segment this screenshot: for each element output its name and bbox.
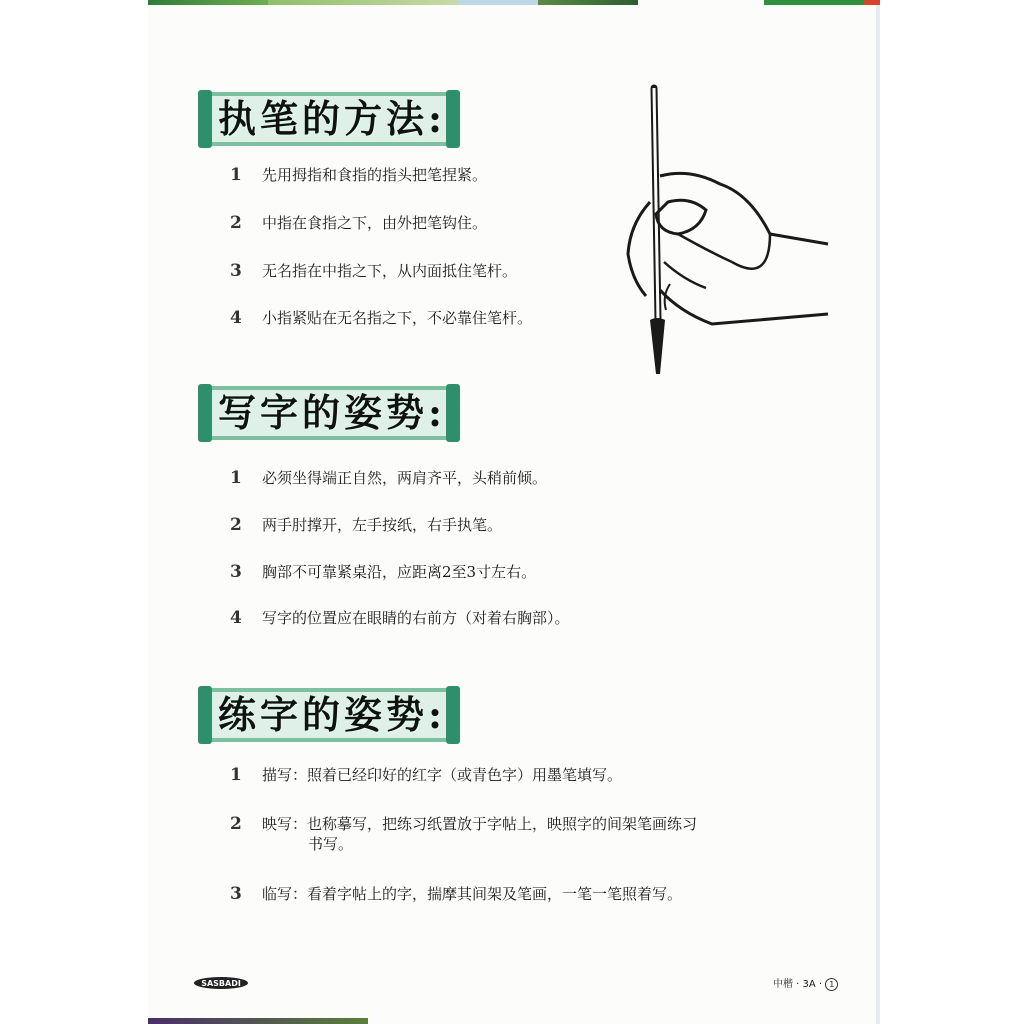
item-text: 胸部不可靠紧桌沿，应距离2至3寸左右。: [262, 563, 537, 581]
item-text-continued: 书写。: [308, 835, 354, 853]
item-text: 必须坐得端正自然，两肩齐平，头稍前倾。: [262, 469, 548, 487]
top-color-strip: [148, 0, 268, 5]
item-number: 1: [230, 165, 242, 185]
item-text: 映写：也称摹写，把练习纸置放于字帖上，映照字的间架笔画练习: [262, 815, 698, 833]
top-color-strip: [764, 0, 864, 5]
section2-title: 写字的姿势:: [218, 390, 447, 435]
item-number: 4: [230, 608, 242, 628]
top-color-strip: [268, 0, 458, 5]
item-text: 小指紧贴在无名指之下，不必靠住笔杆。: [262, 309, 533, 327]
item-number: 3: [230, 884, 242, 904]
publisher-logo-text: SASBADI: [201, 979, 241, 988]
item-text: 无名指在中指之下，从内面抵住笔杆。: [262, 262, 518, 280]
item-text: 两手肘撑开，左手按纸，右手执笔。: [262, 516, 503, 534]
section1-title: 执笔的方法:: [218, 96, 447, 141]
list-item: [230, 815, 820, 855]
page-number: 1: [825, 978, 838, 991]
footer-page-label: [773, 975, 838, 991]
section3-title: 练字的姿势:: [218, 692, 447, 737]
page-edge: [876, 0, 880, 1024]
top-color-strip: [538, 0, 638, 5]
hand-holding-brush-icon: [620, 84, 832, 384]
item-number: 4: [230, 308, 242, 328]
item-number: 1: [230, 765, 242, 785]
top-color-strip: [458, 0, 538, 5]
bottom-color-strip: [148, 1018, 368, 1024]
section2-banner: [198, 380, 456, 444]
item-number: 3: [230, 261, 242, 281]
item-text: 先用拇指和食指的指头把笔捏紧。: [262, 166, 488, 184]
top-color-strip: [864, 0, 880, 5]
item-number: 2: [230, 213, 242, 233]
item-text: 描写：照着已经印好的红字（或青色字）用墨笔填写。: [262, 766, 623, 784]
item-text: 临写：看着字帖上的字，揣摩其间架及笔画，一笔一笔照着写。: [262, 885, 683, 903]
item-number: 1: [230, 468, 242, 488]
publisher-logo: [193, 976, 249, 990]
footer-book-label: 中楷 · 3A ·: [773, 979, 823, 990]
section1-banner: [198, 86, 456, 150]
item-number: 2: [230, 814, 242, 834]
item-text: 写字的位置应在眼睛的右前方（对着右胸部）。: [262, 609, 570, 627]
item-number: 3: [230, 562, 242, 582]
item-text: 中指在食指之下，由外把笔钩住。: [262, 214, 488, 232]
item-number: 2: [230, 515, 242, 535]
section3-banner: [198, 682, 456, 746]
